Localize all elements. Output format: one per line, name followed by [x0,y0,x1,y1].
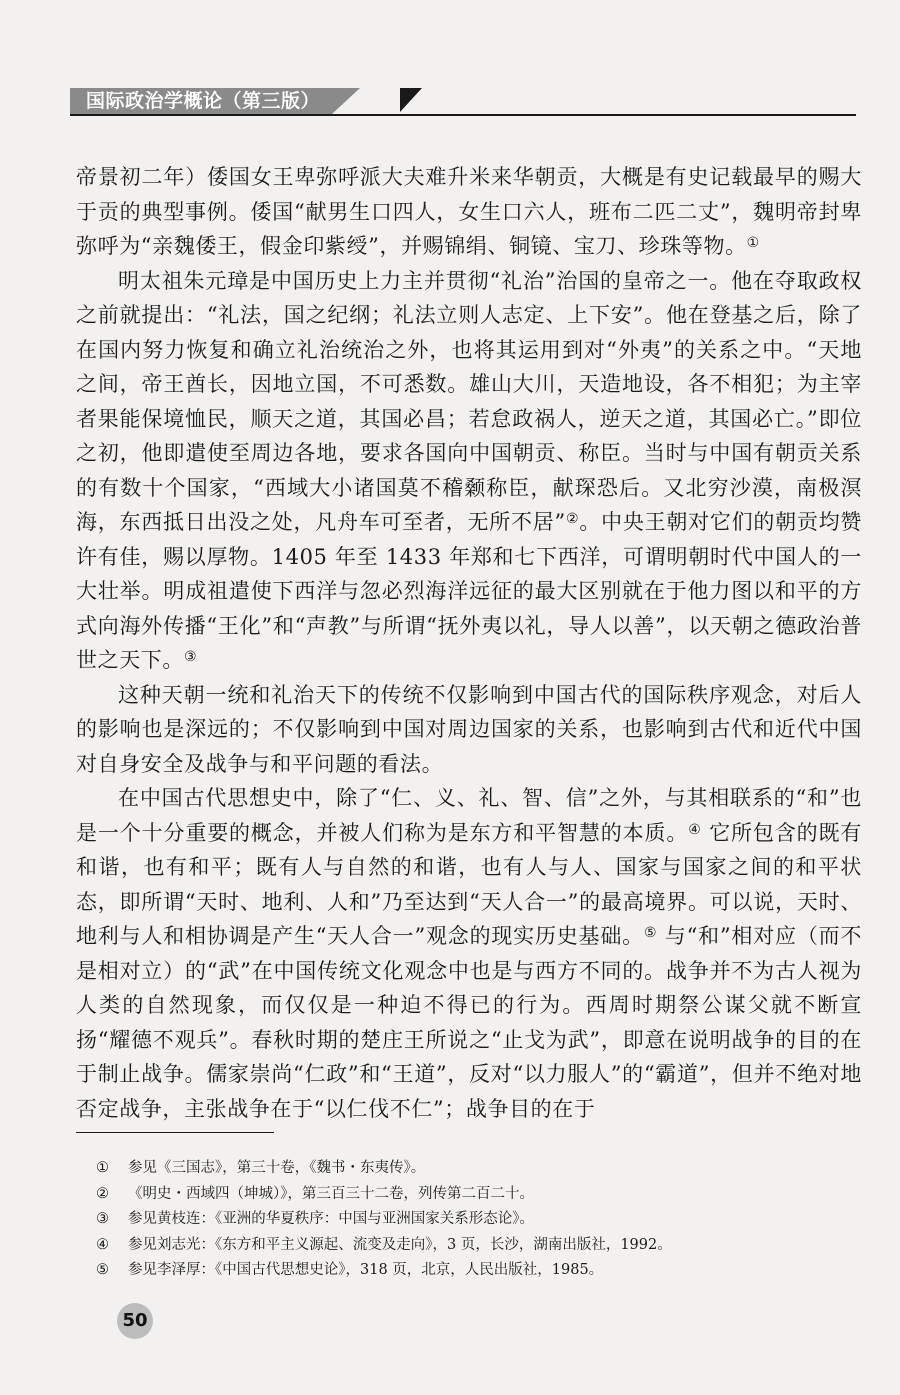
paragraph [76,264,862,678]
footnote-item [96,1156,856,1182]
footnote-item [96,1233,856,1259]
footnote-reference[interactable]: ④ [688,821,702,838]
footnote-mark: ② [96,1185,109,1202]
footnote-reference[interactable]: ② [565,511,580,527]
footnote-mark: ① [96,1160,109,1176]
header-notch-shape [332,88,360,114]
paragraph-text: 。中央王朝对它们的朝贡均赞许有佳，赐以厚物。1405 年至 1433 年郑和七下西洋，可谓明朝时代中国人的一大壮举。明成祖遣使下西洋与忽必烈海洋远征的最大区别就在于他力图以和平的方式向海外传播“王化”和“声教”与所谓“抚外夷以礼，导人以善”，以天朝之德政治普世之天下。 [76,510,862,672]
paragraph-text: 在中国古代思想史中，除了“仁、义、礼、智、信”之外，与其相联系的“和”也是一个十分重要的概念，并被人们称为是东方和平智慧的本质。 [76,786,862,845]
footnote-item [96,1182,856,1208]
paragraph-text: 这种天朝一统和礼治天下的传统不仅影响到中国古代的国际秩序观念，对后人的影响也是深远的；不仅影响到中国对周边国家的关系，也影响到古代和近代中国对自身安全及战争与和平问题的看法。 [76,682,862,776]
paragraph [76,160,862,264]
book-title: 国际政治学概论（第三版） [70,88,332,114]
paragraph [76,781,862,1126]
footnote-reference[interactable]: ① [746,235,760,251]
page-number: 50 [117,1303,153,1339]
footnote-mark: ④ [96,1236,109,1253]
header-wedge-icon [400,88,422,112]
paragraph-text: 明太祖朱元璋是中国历史上力主并贯彻“礼治”治国的皇帝之一。他在夺取政权之前就提出：“礼法，国之纪纲；礼法立则人志定、上下安”。他在登基之后，除了在国内努力恢复和确立礼治统治之外，也将其运用到对“外夷”的关系之中。“天地之间，帝王酋长，因地立国，不可悉数。雄山大川，天造地设，各不相犯；为主宰者果能保境恤民，顺天之道，其国必昌；若怠政祸人，逆天之道，其国必亡。”即位之初，他即遣使至周边各地，要求各国向中国朝贡、称臣。当时与中国有朝贡关系的有数十个国家，“西域大小诸国莫不稽颡称臣，献琛恐后。又北穷沙漠，南极溟海，东西抵日出没之处，凡舟车可至者，无所不居” [76,268,862,534]
footnote-text: 参见刘志光：《东方和平主义源起、流变及走向》，3 页，长沙，湖南出版社，1992。 [128,1236,672,1253]
footnote-mark: ⑤ [96,1262,109,1278]
running-header [70,88,856,114]
footnote-divider [76,1132,274,1133]
paragraph-text: 它所包含的既有和谐，也有和平；既有人与自然的和谐，也有人与人、国家与国家之间的和平状态，即所谓“天时、地利、人和”乃至达到“天人合一”的最高境界。可以说，天时、地利与人和相协调是产生“天人合一”观念的现实历史基础。 [76,820,862,948]
footnote-item [96,1207,856,1233]
footnote-text: 参见黄枝连：《亚洲的华夏秩序：中国与亚洲国家关系形态论》。 [128,1211,534,1227]
footnote-text: 参见李泽厚：《中国古代思想史论》，318 页，北京，人民出版社，1985。 [128,1262,604,1278]
footnote-text: 《明史・西域四（坤城）》，第三百三十二卷，列传第二百二十。 [128,1185,534,1202]
footnote-reference[interactable]: ③ [184,649,198,665]
footnotes [96,1156,856,1284]
paragraph [76,678,862,782]
body-text [76,160,862,1126]
footnote-item [96,1258,856,1284]
footnote-text: 参见《三国志》，第三十卷，《魏书・东夷传》。 [128,1160,426,1176]
paragraph-text: 与“和”相对应（而不是相对立）的“武”在中国传统文化观念中也是与西方不同的。战争并不为古人视为人类的自然现象，而仅仅是一种迫不得已的行为。西周时期祭公谋父就不断宣扬“耀德不观兵”。春秋时期的楚庄王所说之“止戈为武”，即意在说明战争的目的在于制止战争。儒家崇尚“仁政”和“王道”，反对“以力服人”的“霸道”，但并不绝对地否定战争，主张战争在于“以仁伐不仁”；战争目的在于 [76,924,863,1121]
header-rule [70,114,856,116]
footnote-reference[interactable]: ⑤ [643,925,658,941]
paragraph-text: 帝景初二年）倭国女王卑弥呼派大夫难升米来华朝贡，大概是有史记载最早的赐大于贡的典型事例。倭国“献男生口四人，女生口六人，班布二匹二丈”，魏明帝封卑弥呼为“亲魏倭王，假金印紫绶”，并赐锦绢、铜镜、宝刀、珍珠等物。 [76,165,862,258]
footnote-mark: ③ [96,1211,109,1227]
